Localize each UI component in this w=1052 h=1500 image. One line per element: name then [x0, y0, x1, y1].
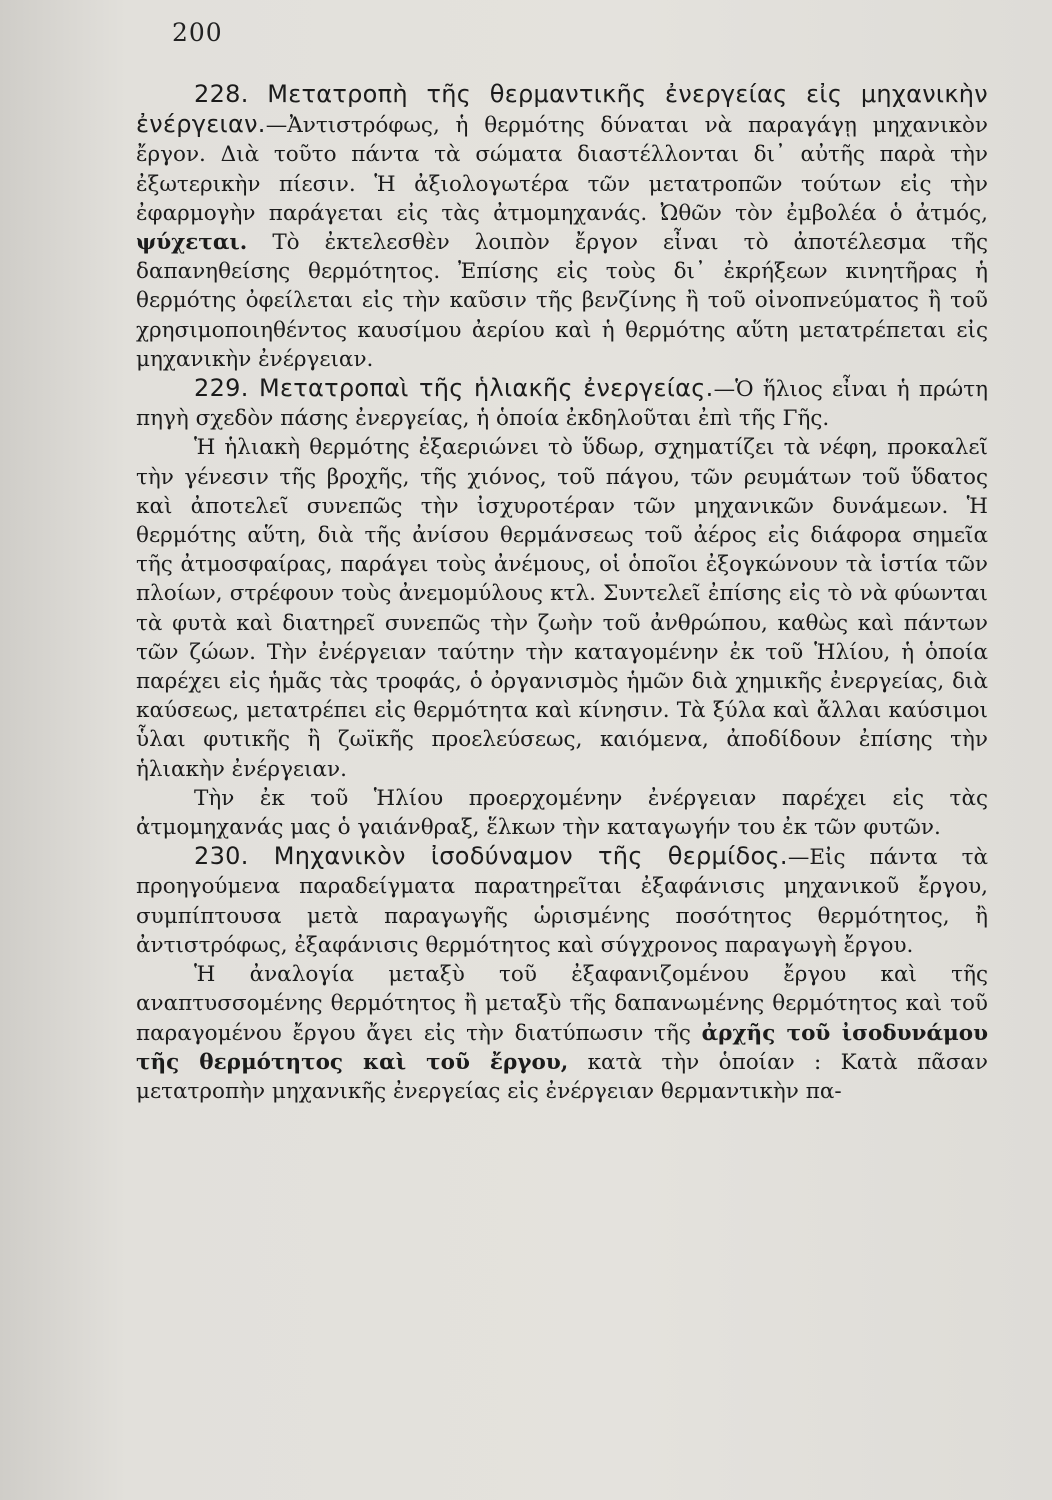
section-heading: 230. Μηχανικὸν ἰσοδύναμον τῆς θερμίδος.: [194, 842, 788, 871]
section-body: Τὸ ἐκτελεσθὲν λοιπὸν ἔργον εἶναι τὸ ἀποτέλεσμα τῆς δαπανηθείσης θερμότητος. Ἐπίσης εἰς τοὺς δι᾽ ἐκρήξεων κινητῆρας ἡ θερμότης ὀφείλεται εἰς τὴν καῦσιν τῆς βενζίνης ἢ τοῦ οἰνοπνεύματος ἢ τοῦ χρησιμοποιηθέντος καυσίμου ἀερίου καὶ ἡ θερμότης αὕτη μετατρέπεται εἰς μηχανικὴν ἐνέργειαν.: [136, 230, 988, 372]
section-body: —Ὁ ἥλιος εἶναι ἡ πρώτη πηγὴ σχεδὸν πάσης ἐνεργείας, ἡ ὁποία ἐκδηλοῦται ἐπὶ τῆς Γῆς.: [136, 377, 988, 432]
paragraph: Τὴν ἐκ τοῦ Ἡλίου προερχομένην ἐνέργειαν παρέχει εἰς τὰς ἀτμομηχανάς μας ὁ γαιάνθραξ, ἕλκων τὴν καταγωγήν του ἐκ τῶν φυτῶν.: [136, 785, 988, 841]
page-body: [136, 80, 988, 1106]
paragraph-text: κατὰ τὴν ὁποίαν : Κατὰ πᾶσαν μετατροπὴν μηχανικῆς ἐνεργείας εἰς ἐνέργειαν θερμαντικὴν πα-: [136, 1049, 988, 1104]
section-228: [136, 80, 988, 374]
page-number: 200: [172, 18, 223, 47]
section-heading: 228. Μετατροπὴ τῆς θερμαντικῆς ἐνεργείας εἰς μηχανικὴν ἐνέργειαν.: [136, 80, 988, 139]
paragraph-text: Ἡ ἀναλογία μεταξὺ τοῦ ἐξαφανιζομένου ἔργου καὶ τῆς αναπτυσσομένης θερμότητος ἢ μεταξὺ τῆς δαπανωμένης θερμότητος καὶ τοῦ παραγομένου ἔργου ἄγει εἰς τὴν διατύπωσιν τῆς: [136, 962, 988, 1046]
paragraph: Ἡ ἡλιακὴ θερμότης ἐξαεριώνει τὸ ὕδωρ, σχηματίζει τὰ νέφη, προκαλεῖ τὴν γένεσιν τῆς βροχῆς, τῆς χιόνος, τοῦ πάγου, τῶν ρευμάτων τοῦ ὕδατος καὶ ἀποτελεῖ συνεπῶς τὴν ἰσχυροτέραν τῶν μηχανικῶν δυνάμεων. Ἡ θερμότης αὕτη, διὰ τῆς ἀνίσου θερμάνσεως τοῦ ἀέρος εἰς διάφορα σημεῖα τῆς ἀτμοσφαίρας, παράγει τοὺς ἀνέμους, οἱ ὁποῖοι ἐξογκώνουν τὰ ἱστία τῶν πλοίων, στρέφουν τοὺς ἀνεμομύλους κτλ. Συντελεῖ ἐπίσης εἰς τὸ νὰ φύωνται τὰ φυτὰ καὶ διατηρεῖ συνεπῶς τὴν ζωὴν τοῦ ἀνθρώπου, καθὼς καὶ πάντων τῶν ζώων. Τὴν ἐνέργειαν ταύτην τὴν καταγομένην ἐκ τοῦ Ἡλίου, ἡ ὁποία παρέχει εἰς ἡμᾶς τὰς τροφάς, ὁ ὀργανισμὸς ἡμῶν διὰ χημικῆς ἐνεργείας, διὰ καύσεως, μετατρέπει εἰς θερμότητα καὶ κίνησιν. Τὰ ξύλα καὶ ἄλλαι καύσιμοι ὗλαι φυτικῆς ἢ ζωϊκῆς προελεύσεως, καιόμενα, ἀποδίδουν ἐπίσης τὴν ἡλιακὴν ἐνέργειαν.: [136, 435, 988, 782]
section-heading: 229. Μετατροπαὶ τῆς ἡλιακῆς ἐνεργείας.: [194, 374, 714, 403]
paragraph: [136, 960, 988, 1106]
section-229: [136, 374, 988, 433]
section-body: —Εἰς πάντα τὰ προηγούμενα παραδείγματα παρατηρεῖται ἐξαφάνισις μηχανικοῦ ἔργου, συμπίπτουσα μετὰ παραγωγῆς ὡρισμένης ποσότητος θερμότητος, ἢ ἀντιστρόφως, ἐξαφάνισις θερμότητος καὶ σύγχρονος παραγωγὴ ἔργου.: [136, 845, 988, 958]
section-230: [136, 842, 988, 960]
emphasis-text: ἀρχῆς τοῦ ἰσοδυνάμου τῆς θερμότητος καὶ τοῦ ἔργου,: [136, 1020, 988, 1075]
emphasis-text: ψύχεται.: [136, 230, 248, 256]
section-body: —Ἀντιστρόφως, ἡ θερμότης δύναται νὰ παραγάγῃ μηχανικὸν ἔργον. Διὰ τοῦτο πάντα τὰ σώματα διαστέλλονται δι᾽ αὐτῆς παρὰ τὴν ἐξωτερικὴν πίεσιν. Ἡ ἀξιολογωτέρα τῶν μετατροπῶν τούτων εἰς τὴν ἐφαρμογὴν παράγεται εἰς τὰς ἀτμομηχανάς. Ὠθῶν τὸν ἐμβολέα ὁ ἀτμός,: [136, 113, 988, 226]
